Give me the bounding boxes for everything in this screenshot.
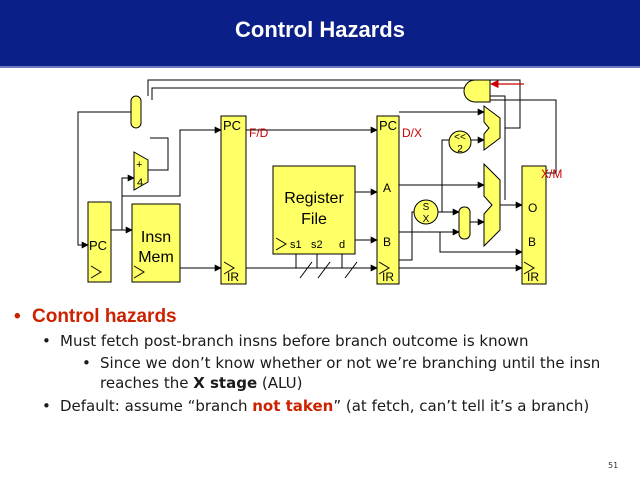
bullet-sub2 [42, 397, 589, 415]
branch-and-gate [464, 80, 490, 102]
regfile-s2-label: s2 [311, 239, 323, 251]
fd-ir-label: IR [227, 270, 239, 284]
bullet-sub1 [42, 332, 529, 350]
dx-stage-label: D/X [402, 126, 423, 140]
bullet-sub1a-line2-pre: reaches the [100, 374, 194, 392]
bullet-sub2-pre: Default: assume “branch [60, 397, 253, 415]
regfile-d-label: d [339, 239, 346, 251]
xm-o-label: O [528, 201, 538, 215]
xm-stage-label: X/M [541, 167, 563, 181]
bullet-sub1a-line1: Since we don’t know whether or not we’re branching until the insn [100, 354, 601, 372]
dx-pc-label: PC [379, 118, 398, 133]
bullet-main-text: Control hazards [32, 306, 177, 327]
alu-input-mux [459, 207, 470, 239]
bullet-sub1a [82, 353, 600, 393]
dx-b-label: B [383, 235, 392, 249]
shift-label-1: << [454, 132, 466, 143]
bullet-sub1a-line2-post: (ALU) [257, 374, 303, 392]
not-taken-emphasis: not taken [252, 397, 334, 415]
shift-label-2: 2 [457, 144, 463, 155]
sx-label-1: S [422, 202, 430, 213]
bullet-dot: • [82, 354, 91, 372]
bullet-dot: • [42, 332, 51, 350]
bullet-sub1-text: Must fetch post-branch insns before branch outcome is known [60, 332, 529, 350]
pc-select-mux [131, 96, 141, 128]
bullet-main [14, 306, 177, 328]
slide-title: Control Hazards [235, 17, 405, 42]
insn-mem-label-1: Insn [140, 229, 172, 246]
regfile-s1-label: s1 [290, 239, 302, 251]
alu [484, 164, 500, 246]
bullet-sub2-post: ” (at fetch, can’t tell it’s a branch) [333, 397, 590, 415]
x-stage-emphasis: X stage [193, 374, 258, 392]
regfile-label-2: File [301, 211, 327, 228]
fetch-pc-label: PC [89, 238, 108, 253]
page-number: 51 [608, 461, 619, 470]
bullet-dot: • [14, 306, 21, 327]
adder-four-label: 4 [137, 177, 144, 189]
dx-a-label: A [383, 181, 392, 195]
sx-label-2: X [422, 214, 430, 225]
adder-plus-label: + [136, 159, 143, 171]
regfile-label-1: Register [284, 190, 344, 207]
register-select-wires [296, 254, 357, 278]
fd-stage-label: F/D [249, 126, 269, 140]
xm-latch [522, 166, 546, 284]
dx-latch [377, 116, 399, 284]
branch-target-adder [484, 106, 500, 150]
bullet-dot: • [42, 397, 51, 415]
fd-pc-label: PC [223, 118, 242, 133]
xm-b-label: B [528, 235, 537, 249]
xm-ir-label: IR [527, 270, 539, 284]
bullet-sub1a-line2 [100, 373, 600, 393]
fd-latch [221, 116, 246, 284]
insn-mem-label-2: Mem [138, 249, 174, 266]
dx-ir-label: IR [382, 270, 394, 284]
